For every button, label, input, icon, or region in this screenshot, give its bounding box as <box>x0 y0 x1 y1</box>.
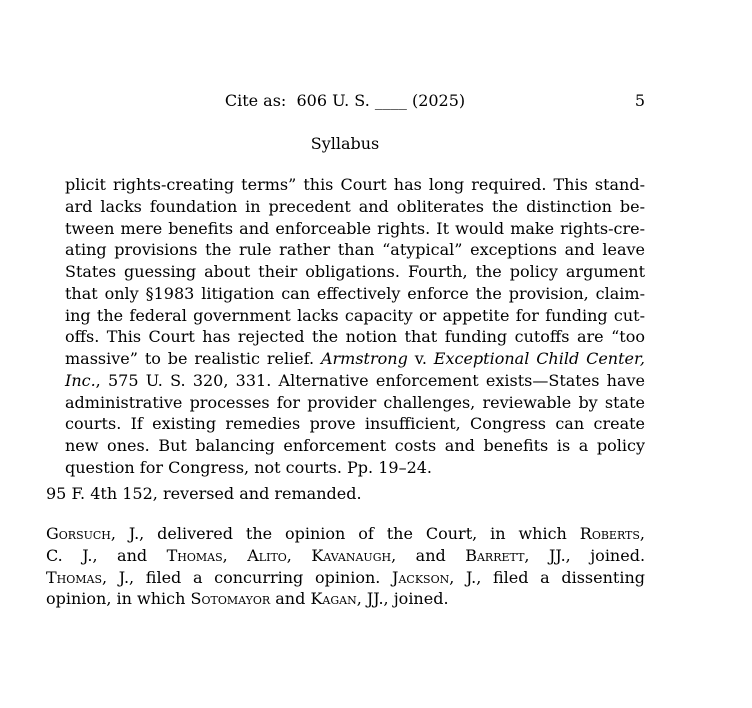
notice-text: , J., filed a dissenting <box>449 567 645 587</box>
justice-name: Thomas <box>46 567 103 587</box>
opinion-authorship-notice <box>46 523 645 610</box>
case-name: Inc. <box>65 370 96 390</box>
justice-name: Kavanaugh <box>311 545 392 565</box>
justice-name: Sotomayor <box>190 589 271 609</box>
notice-text: , and <box>391 545 466 565</box>
syllabus-text: , 575 U. S. 320, 331. Alternative enforcement exists—States have <box>95 370 645 390</box>
section-title: Syllabus <box>310 134 380 153</box>
page-number: 5 <box>634 91 645 110</box>
judgment-holding <box>46 483 645 505</box>
notice-text: opinion, in which <box>46 589 191 609</box>
syllabus-line: offs. This Court has rejected the notion that funding cutoffs are “too <box>65 327 645 347</box>
syllabus-line: States guessing about their obligations. Fourth, the policy argument <box>65 262 645 281</box>
justice-name: Barrett <box>465 545 525 565</box>
versus-text: v. <box>407 349 434 368</box>
notice-line <box>46 567 645 589</box>
syllabus-line: ard lacks foundation in precedent and obliterates the distinction be- <box>65 196 645 216</box>
syllabus-line: courts. If existing remedies prove insufficient, Congress can create <box>65 414 645 434</box>
notice-text: , JJ., joined. <box>356 589 449 609</box>
notice-text: , J., delivered the opinion of the Court, in which <box>110 524 580 543</box>
notice-text: , <box>639 524 645 543</box>
syllabus-paragraph <box>65 174 645 479</box>
notice-line <box>46 545 645 567</box>
syllabus-line: question for Congress, not courts. Pp. 19–24. <box>65 457 433 477</box>
syllabus-line-citation <box>65 370 645 392</box>
syllabus-line: that only §1983 litigation can effectively enforce the provision, claim- <box>65 283 645 303</box>
notice-text: , <box>286 545 312 565</box>
notice-line <box>46 523 645 545</box>
notice-text: , JJ., joined. <box>524 545 646 565</box>
notice-text: C. J., and <box>46 545 167 565</box>
syllabus-line: tween mere benefits and enforceable rights. It would make rights-cre- <box>65 218 645 238</box>
syllabus-line: new ones. But balancing enforcement costs and benefits is a policy <box>65 436 645 455</box>
notice-text: , <box>222 545 248 565</box>
notice-line <box>46 588 645 610</box>
justice-name: Kagan <box>310 589 357 609</box>
justice-name: Roberts <box>579 524 640 543</box>
justice-name: Alito <box>247 545 287 565</box>
holding-text: 95 F. 4th 152, reversed and remanded. <box>46 484 362 503</box>
syllabus-line: ating provisions the rule rather than “atypical” exceptions and leave <box>65 240 645 260</box>
justice-name: Gorsuch <box>46 524 111 543</box>
syllabus-line: ing the federal government lacks capacity or appetite for funding cut- <box>65 305 645 325</box>
notice-text: , J., filed a concurring opinion. <box>102 567 393 587</box>
syllabus-line-citation <box>65 348 645 370</box>
citation-header: Cite as: 606 U. S. ____ (2025) <box>224 91 466 110</box>
case-name: Armstrong <box>320 349 408 368</box>
justice-name: Thomas <box>166 545 223 565</box>
justice-name: Jackson <box>392 567 450 587</box>
syllabus-text: massive” to be realistic relief. <box>65 349 321 368</box>
case-name: Exceptional Child Center, <box>433 349 645 368</box>
notice-text: and <box>270 589 311 609</box>
syllabus-line: plicit rights-creating terms” this Court has long required. This stand- <box>65 175 645 194</box>
syllabus-line: administrative processes for provider challenges, reviewable by state <box>65 392 645 412</box>
